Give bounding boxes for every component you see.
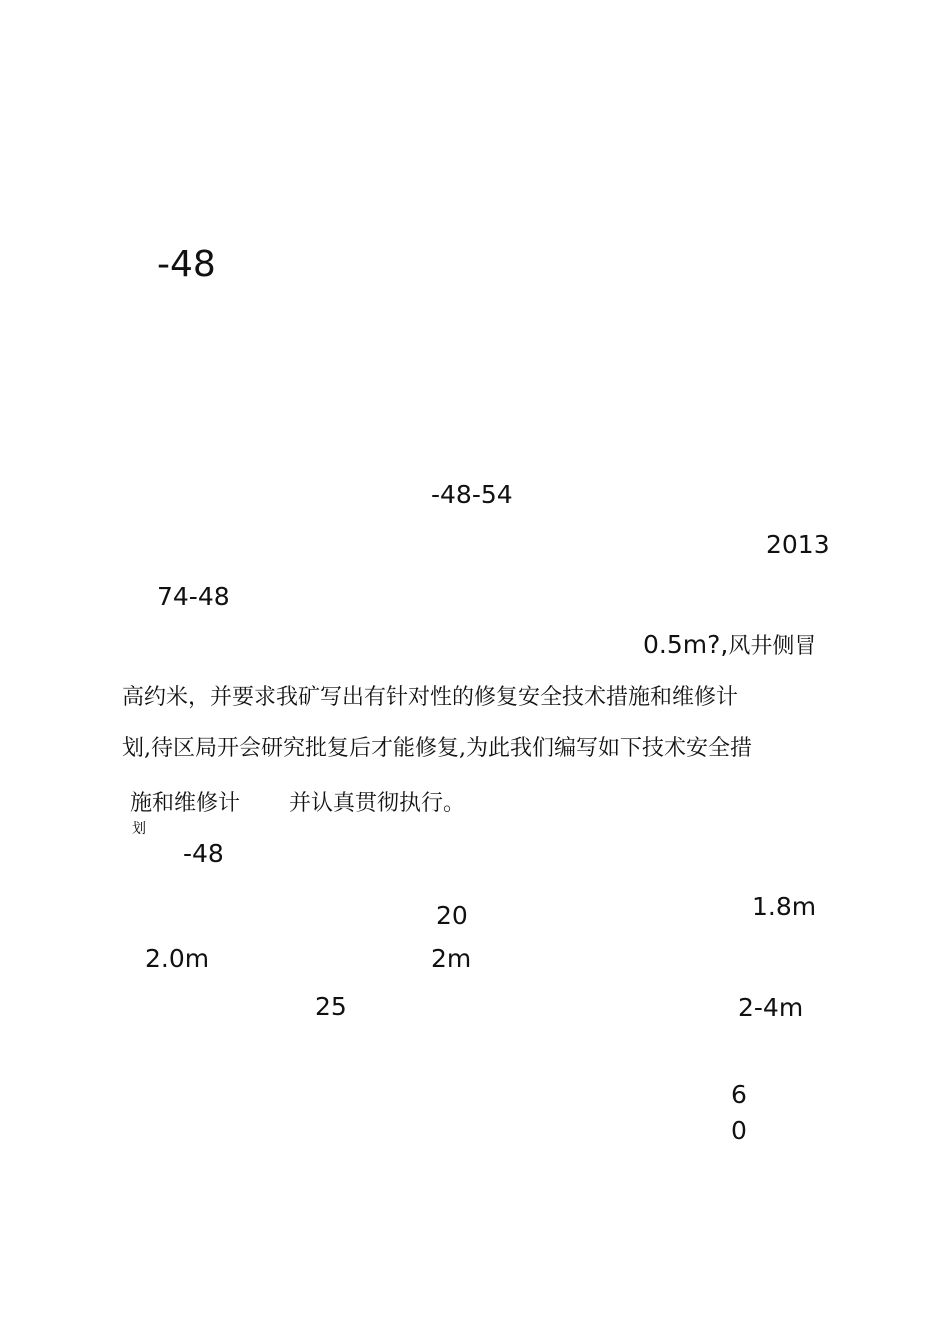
text-fragment: 2013 xyxy=(766,530,830,559)
text-fragment: 6 xyxy=(731,1080,747,1109)
text-fragment: 1.8m xyxy=(752,892,817,921)
text-fragment: 0 xyxy=(731,1116,747,1145)
text-fragment: -48-54 xyxy=(431,480,513,509)
text-fragment: 74-48 xyxy=(157,582,230,611)
text-fragment: 20 xyxy=(436,901,468,930)
text-fragment: 风井侧冒 xyxy=(728,634,817,659)
text-fragment: 2m xyxy=(431,944,472,973)
document-heading: -48 xyxy=(157,244,216,285)
text-fragment: 2-4m xyxy=(738,993,804,1022)
paragraph-line: 施和维修计 xyxy=(130,791,241,816)
section-number: -48 xyxy=(183,839,224,868)
paragraph-line: 划,待区局开会研究批复后才能修复,为此我们编写如下技术安全措 xyxy=(122,736,752,761)
text-fragment: 0.5m?, xyxy=(643,630,729,659)
paragraph-line: 并认真贯彻执行。 xyxy=(289,791,466,816)
clipped-text: 划 xyxy=(132,821,146,837)
text-fragment: 2.0m xyxy=(145,944,210,973)
text-line xyxy=(643,632,816,658)
paragraph-line: 高约米，并要求我矿写出有针对性的修复安全技术措施和维修计 xyxy=(122,685,739,710)
text-fragment: 25 xyxy=(315,992,347,1021)
